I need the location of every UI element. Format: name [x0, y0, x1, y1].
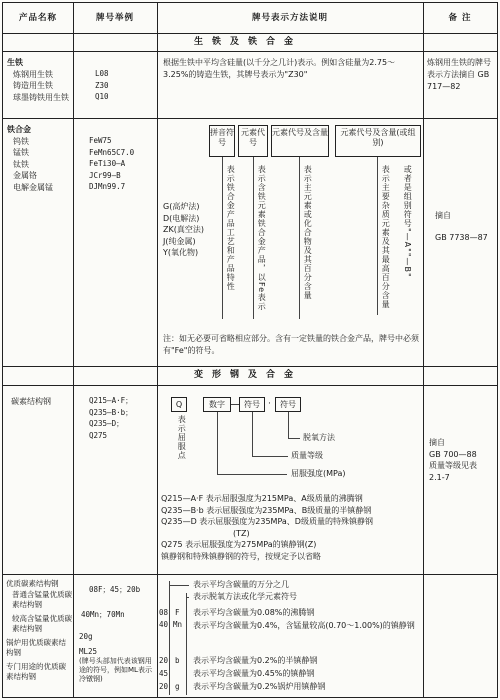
row-08f-text: 表示平均含碳量为0.08%的沸腾钢: [193, 608, 315, 617]
product-name: 碳素结构钢: [11, 397, 51, 406]
box-element-content: 元素代号及含量: [271, 125, 329, 157]
ferroalloy-examples: [89, 135, 134, 193]
row-40mn-text: 表示平均含碳量为0.4%，含锰量较高(0.70～1.00%)的镇静钢: [193, 621, 415, 630]
ferroalloy-names: [7, 124, 53, 193]
method-code: G(高炉法): [163, 202, 200, 211]
grade-example: L08: [95, 69, 109, 78]
leader-line: [186, 593, 187, 695]
q-meaning: 表示屈服点: [177, 415, 187, 460]
box-symbol-grade: 符号: [239, 397, 265, 412]
explanation-line: Q275 表示屈服强度为275MPa的镇静钢(Z): [161, 540, 317, 549]
ferroalloy-note-process: 表示铁合金产品工艺和产品特性: [226, 165, 236, 291]
product-name: 锰铁: [13, 148, 29, 157]
grade-example: Q10: [95, 92, 109, 101]
ferroalloy-remark-label: 摘自: [435, 211, 451, 220]
grade-example-note: (牌号头部加代表该钢用途的符号，例如ML表示冷镦钢): [79, 657, 152, 683]
box-pinyin-symbol: 拼音符号: [209, 125, 235, 157]
leader-line: [252, 456, 288, 457]
row-divider: [3, 33, 497, 34]
grade-example: FeTi30—A: [89, 159, 126, 168]
col-divider: [423, 3, 424, 697]
pig-iron-description: 根据生铁中平均含硅量(以千分之几计)表示。例如含硅量为2.75～3.25%的铸造生铁，其牌号表示为"Z30": [163, 58, 396, 79]
leader-line: [222, 157, 223, 319]
leader-line: [377, 157, 378, 315]
box-element-code: 元素代号: [238, 125, 268, 157]
standards-table: [2, 2, 498, 698]
leader-line: [253, 157, 254, 319]
deox-symbol-note: 表示脱氧方法或化学元素符号: [193, 592, 297, 601]
symbol-g: g: [175, 682, 180, 691]
remark-line: 质量等级见表: [429, 461, 477, 470]
symbol-mn: Mn: [173, 620, 183, 629]
row-divider: [3, 366, 497, 367]
grade-example: Q235—D；: [89, 419, 124, 428]
product-name: 电解金属锰: [13, 182, 53, 192]
header-remarks: 备 注: [448, 13, 472, 23]
row-divider: [3, 574, 497, 575]
code-20g: 20: [159, 682, 169, 691]
leader-line: [169, 585, 189, 586]
grade-example: 20g: [79, 632, 93, 641]
pig-iron-names: [7, 57, 69, 103]
product-name: 锅炉用优质碳素结构钢: [6, 637, 66, 657]
box-element-impurity: 元素代号及含量(或组别): [335, 125, 421, 157]
leader-line: [299, 157, 300, 319]
method-code: J(纯金属): [163, 236, 196, 246]
method-code: ZK(真空法): [163, 225, 204, 234]
product-name: 炼钢用生铁: [13, 69, 53, 79]
carbon-steel-examples: [89, 395, 133, 441]
grade-example: 40Mn；70Mn: [81, 609, 125, 619]
remark-line: 2.1-7: [429, 472, 450, 482]
carbon-steel-explanations: [161, 493, 373, 562]
grade-example: Q215—A·F；: [89, 396, 133, 405]
code-40: 40: [159, 620, 169, 629]
explanation-line: (TZ): [233, 528, 250, 538]
grade-example: FeMn65C7.0: [89, 147, 135, 157]
leader-line: [288, 412, 289, 438]
grade-example: Q235—B·b；: [89, 407, 133, 417]
symbol-b: b: [175, 656, 180, 665]
carbon-steel-remark: [429, 437, 477, 483]
label-deox-method: 脱氧方法: [303, 433, 335, 442]
row-divider: [3, 385, 497, 386]
leader-line: [288, 438, 300, 439]
product-name: 专门用途的优质碳素结构钢: [6, 661, 66, 681]
label-yield-strength: 屈服强度(MPa): [291, 469, 346, 478]
leader-line: [217, 412, 218, 474]
explanation-line: Q235—B·b 表示屈服强度为235MPa、B级质量的半镇静钢: [161, 505, 372, 515]
leader-line: [252, 412, 253, 456]
row-20g-text: 表示平均含碳量为0.2%锅炉用镇静钢: [193, 682, 326, 691]
product-name: 优质碳素结构钢: [6, 579, 59, 588]
dot-separator: ·: [268, 399, 271, 409]
section-title-pig-iron: 生铁及铁合金: [193, 37, 302, 47]
avg-carbon-note: 表示平均含碳量的万分之几: [193, 580, 289, 589]
box-symbol-deox: 符号: [275, 397, 301, 412]
grade-example: FeW75: [89, 136, 112, 145]
grade-example: JCr99—B: [89, 170, 121, 180]
explanation-line: 镇静钢和特殊镇静钢的符号，按规定予以省略: [161, 551, 321, 561]
method-code: Y(氧化物): [163, 248, 199, 257]
product-name: 球墨铸铁用生铁: [13, 92, 69, 102]
header-grade-method: 牌号表示方法说明: [251, 13, 328, 23]
explanation-line: Q215—A·F 表示屈服强度为215MPa、A级质量的沸腾钢: [161, 494, 363, 503]
grade-example: Z30: [95, 80, 109, 90]
product-name: 钨铁: [13, 136, 29, 146]
col-divider: [73, 3, 74, 697]
grade-example: Q275: [89, 430, 108, 440]
row-divider: [3, 51, 497, 52]
row-divider: [3, 118, 497, 119]
ferroalloy-remark-standard: GB 7738—87: [435, 233, 488, 242]
grade-example: 08F；45；20b: [89, 585, 141, 594]
leader-line: [217, 474, 287, 475]
product-name: 较高含锰量优质碳素结构钢: [12, 613, 72, 633]
pig-iron-examples: [95, 68, 109, 103]
ferroalloy-note-group: 或者是组别符号"—A""—B": [403, 165, 413, 278]
box-number: 数字: [203, 397, 231, 412]
header-grade-example: 牌号举例: [95, 13, 134, 23]
box-q-symbol: Q: [171, 397, 187, 412]
row-20b-text: 表示平均含碳量为0.2%的半镇静钢: [193, 656, 318, 665]
ferroalloy-note-main-element: 表示主元素或化合物及其百分含量: [303, 165, 313, 300]
row-45-text: 表示平均含碳量为0.45%的镇静钢: [193, 669, 315, 678]
quality-steel-examples: [79, 585, 155, 684]
code-20: 20: [159, 656, 169, 665]
grade-example: ML25: [79, 646, 98, 656]
explanation-line: Q235—D 表示屈服强度为235MPa、D级质量的特殊镇静钢: [161, 517, 373, 526]
product-name: 铸造用生铁: [13, 81, 53, 90]
product-name: 铁合金: [7, 125, 31, 134]
leader-line: [186, 597, 189, 598]
col-divider: [157, 3, 158, 697]
code-45: 45: [159, 669, 169, 678]
leader-line: [169, 581, 170, 695]
label-quality-grade: 质量等级: [291, 451, 323, 460]
dash: [231, 404, 239, 405]
code-08: 08: [159, 608, 169, 617]
remark-line: GB 700—88: [429, 449, 477, 459]
product-name: 金属铬: [13, 171, 37, 180]
product-name: 钛铁: [13, 159, 29, 169]
ferroalloy-note-impurity: 表示主要杂质元素及其最高百分含量: [381, 165, 391, 309]
symbol-f: F: [175, 608, 180, 617]
product-name: 普通含锰量优质碳素结构钢: [12, 589, 72, 609]
ferroalloy-note-iron: 表示含铁元素铁合金产品，以Fe表示: [257, 165, 267, 312]
ferroalloy-methods: [163, 201, 204, 259]
section-title-wrought-steel: 变形钢及合金: [193, 370, 302, 380]
quality-steel-names: [6, 579, 72, 683]
product-name: 生铁: [7, 58, 23, 67]
pig-iron-remark: 炼钢用生铁的牌号表示方法摘自 GB 717—82: [427, 58, 491, 91]
method-code: D(电解法): [163, 213, 200, 223]
header-product-name: 产品名称: [18, 13, 57, 23]
remark-line: 摘自: [429, 438, 445, 447]
ferroalloy-footnote: 注：如无必要可省略相应部分。含有一定铁量的铁合金产品，牌号中必须有"Fe"的符号。: [163, 334, 419, 355]
grade-example: DJMn99.7: [89, 182, 126, 191]
